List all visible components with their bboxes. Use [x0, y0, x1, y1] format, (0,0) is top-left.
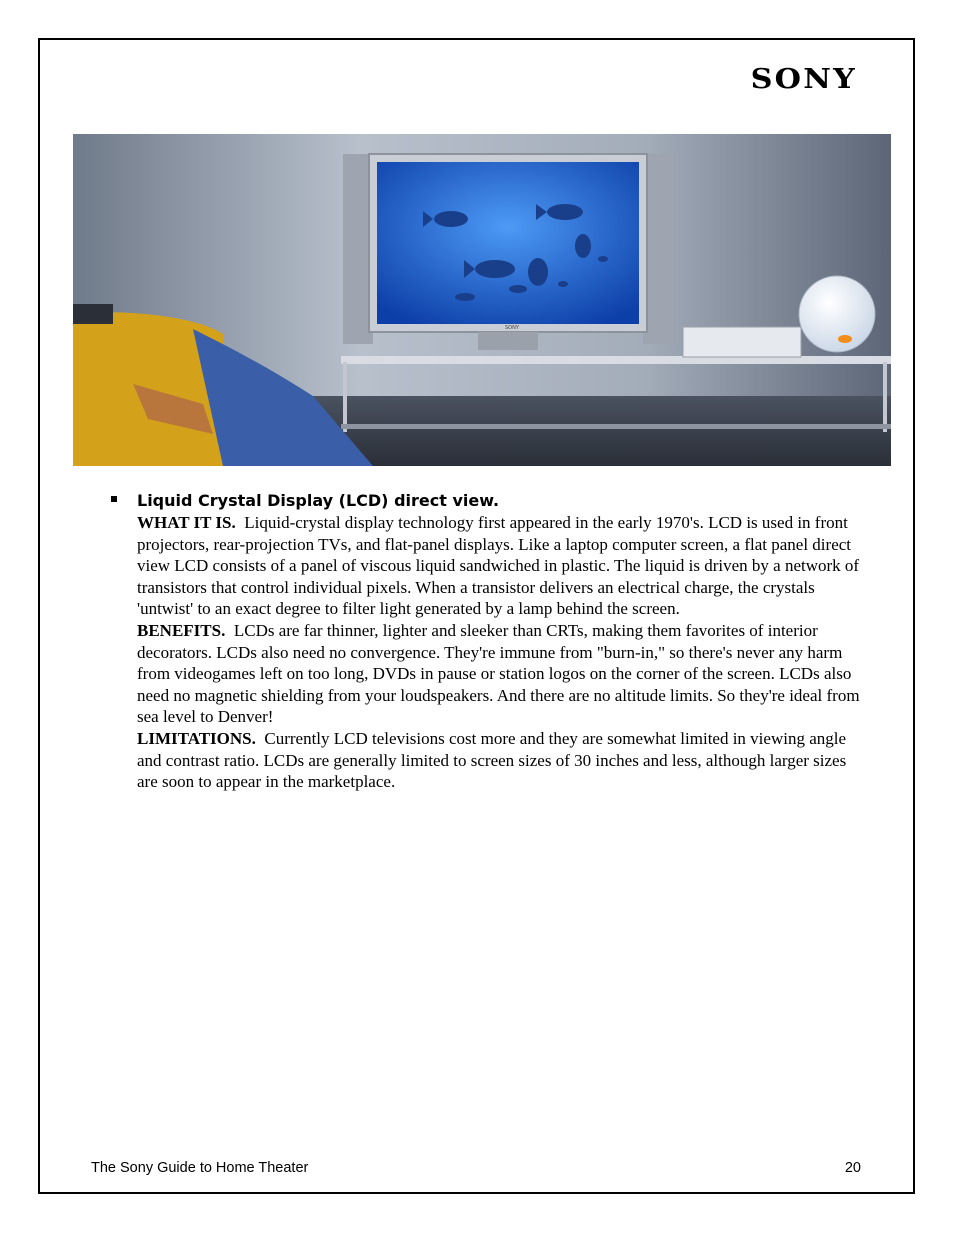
limitations-paragraph	[137, 728, 867, 793]
footer-title: The Sony Guide to Home Theater	[91, 1160, 309, 1176]
what-it-is-text: Liquid-crystal display technology first appeared in the early 1970's. LCD is used in front projectors, rear-projection TVs, and flat-panel displays. Like a laptop computer screen, a flat panel direct view LCD consists of a panel of viscous liquid sandwiched in plastic. The liquid is driven by a network of transistors that control individual pixels. When a transistor delivers an electrical charge, the crystals 'untwist' to an exact degree to filter light generated by a lamp behind the screen.	[137, 513, 860, 619]
what-it-is-label: WHAT IT IS.	[137, 513, 236, 532]
limitations-text: Currently LCD televisions cost more and they are somewhat limited in viewing angle and contrast ratio. LCDs are generally limited to screen sizes of 30 inches and less, although larger sizes are soon to appear in the marketplace.	[137, 728, 847, 792]
page-footer	[91, 1160, 861, 1176]
page-number: 20	[844, 1160, 861, 1176]
sony-logo: SONY	[750, 64, 857, 95]
page-frame	[38, 38, 915, 1194]
section-heading: Liquid Crystal Display (LCD) direct view.	[137, 491, 500, 510]
benefits-text: LCDs are far thinner, lighter and sleeker than CRTs, making them favorites of interior decorators. LCDs also need no convergence. They're immune from "burn-in," so there's never any harm from videogames left on too long, DVDs in pause or station logos on the corner of the screen. LCDs also need no magnetic shielding from your loudspeakers. And there are no altitude limits. So they're ideal from sea level to Denver!	[137, 620, 860, 727]
tv-brand-text: SONY	[505, 325, 519, 331]
what-it-is-paragraph	[137, 512, 867, 620]
hero-image	[73, 134, 891, 466]
limitations-label: LIMITATIONS.	[137, 728, 256, 748]
benefits-paragraph	[137, 620, 867, 728]
square-bullet-icon	[111, 496, 117, 502]
lcd-section	[137, 489, 867, 793]
lcd-heading-row	[137, 490, 867, 512]
benefits-label: BENEFITS.	[137, 620, 226, 640]
